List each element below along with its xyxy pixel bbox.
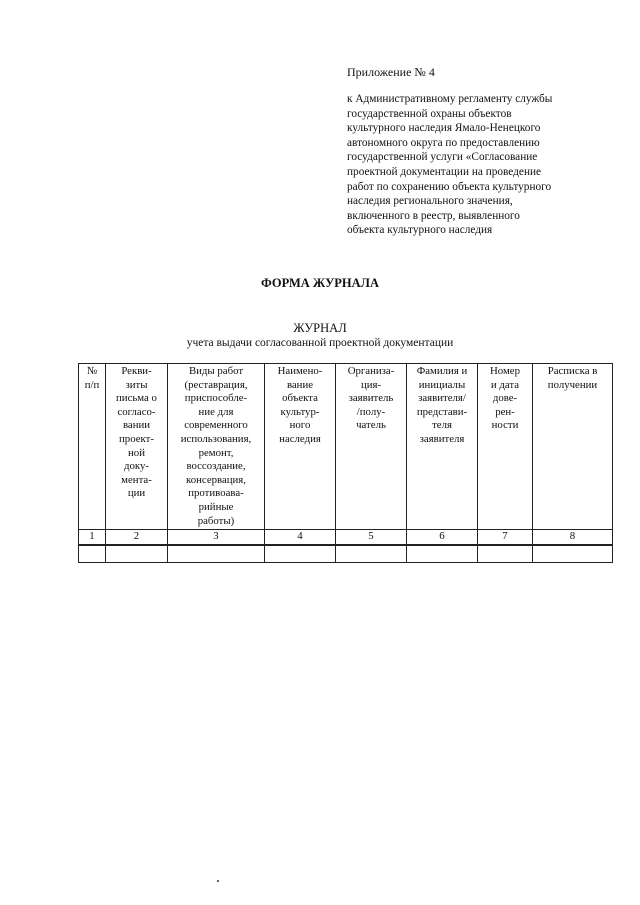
- header-cell-organization: Организа- ция- заявитель /полу- чатель: [336, 364, 407, 530]
- table-cell: [336, 545, 407, 563]
- appendix-line: государственной услуги «Согласование: [347, 151, 538, 164]
- appendix-line: наследия регионального значения,: [347, 195, 513, 208]
- table-cell: 7: [478, 530, 533, 545]
- appendix-line: включенного в реестр, выявленного: [347, 209, 520, 222]
- appendix-line: к Административному регламенту службы: [347, 93, 553, 105]
- appendix-line: проектной документации на проведение: [347, 165, 542, 178]
- appendix-title: Приложение № 4: [347, 65, 435, 79]
- table-cell: 2: [106, 530, 168, 545]
- table-cell: 6: [407, 530, 478, 545]
- table-cell: 5: [336, 530, 407, 545]
- table-cell: [168, 545, 265, 563]
- header-cell-applicant-name: Фамилия и инициалы заявителя/ представи- теля заявителя: [407, 364, 478, 530]
- header-cell-number: № п/п: [79, 364, 106, 530]
- table-cell: [407, 545, 478, 563]
- appendix-line: работ по сохранению объекта культурного: [347, 180, 552, 193]
- scan-speck: [217, 880, 219, 882]
- header-cell-letter-details: Рекви- зиты письма о согласо- вании проект- ной доку- мента- ции: [106, 364, 168, 530]
- journal-title: ЖУРНАЛ: [293, 321, 347, 335]
- table-row: [79, 545, 613, 563]
- table-cell: [265, 545, 336, 563]
- appendix-block: [347, 64, 607, 238]
- journal-subtitle: учета выдачи согласованной проектной документации: [186, 337, 454, 349]
- appendix-line: автономного округа по предоставлению: [347, 136, 540, 149]
- table-cell: [533, 545, 613, 563]
- table-cell: 8: [533, 530, 613, 545]
- appendix-line: государственной охраны объектов: [347, 107, 512, 120]
- appendix-line: объекта культурного наследия: [347, 224, 493, 237]
- table-cell: 4: [265, 530, 336, 545]
- table-header-row: [79, 364, 613, 530]
- header-cell-receipt: Расписка в получении: [533, 364, 613, 530]
- header-cell-heritage-object: Наимено- вание объекта культур- ного наследия: [265, 364, 336, 530]
- form-heading: ФОРМА ЖУРНАЛА: [260, 276, 380, 290]
- table-cell: [79, 545, 106, 563]
- header-cell-work-types: Виды работ (реставрация, приспособле- ние для современного использования, ремонт, воссоздание, консервация, противоава- рийные работы): [168, 364, 265, 530]
- journal-table: [78, 363, 613, 563]
- appendix-text: [347, 92, 607, 238]
- table-cell: [106, 545, 168, 563]
- table-cell: [478, 545, 533, 563]
- table-cell: 3: [168, 530, 265, 545]
- table-cell: 1: [79, 530, 106, 545]
- table-number-row: [79, 530, 613, 545]
- appendix-line: культурного наследия Ямало-Ненецкого: [347, 122, 541, 135]
- header-cell-power-of-attorney: Номер и дата дове- рен- ности: [478, 364, 533, 530]
